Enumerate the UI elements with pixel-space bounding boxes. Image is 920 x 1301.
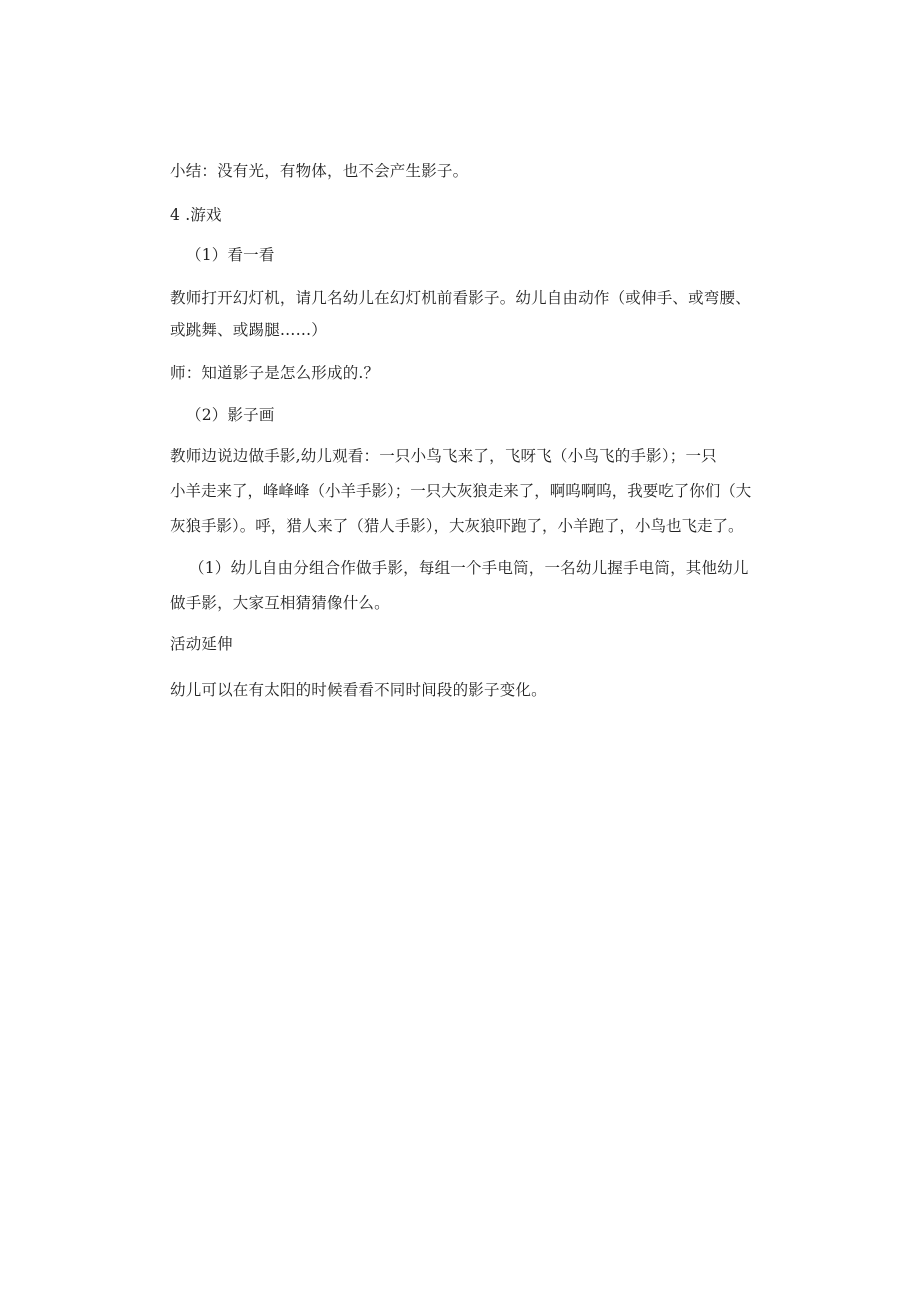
paragraph-projector-line-2: 或跳舞、或踢腿……） bbox=[170, 321, 328, 339]
subheading-shadow-painting: （2）影子画 bbox=[186, 406, 275, 424]
paragraph-projector-line-1: 教师打开幻灯机，请几名幼儿在幻灯机前看影子。幼儿自由动作（或伸手、或弯腰、 bbox=[170, 289, 751, 307]
extension-paragraph: 幼儿可以在有太阳的时候看看不同时间段的影子变化。 bbox=[170, 681, 547, 699]
section-heading-extension: 活动延伸 bbox=[170, 635, 233, 653]
summary-paragraph: 小结：没有光，有物体，也不会产生影子。 bbox=[170, 162, 469, 180]
paragraph-hand-shadow-line-1: 教师边说边做手影,幼儿观看：一只小鸟飞来了，飞呀飞（小鸟飞的手影）；一只 bbox=[170, 447, 717, 465]
section-heading-game: 4 .游戏 bbox=[170, 206, 222, 224]
paragraph-hand-shadow-line-2: 小羊走来了，峰峰峰（小羊手影）；一只大灰狼走来了，啊呜啊呜，我要吃了你们（大 bbox=[170, 482, 752, 500]
paragraph-group-activity-line-2: 做手影，大家互相猜猜像什么。 bbox=[170, 594, 390, 612]
subheading-look: （1）看一看 bbox=[186, 246, 275, 264]
paragraph-group-activity-line-1: （1）幼儿自由分组合作做手影，每组一个手电筒，一名幼儿握手电筒，其他幼儿 bbox=[189, 559, 749, 577]
paragraph-hand-shadow-line-3: 灰狼手影）。呼，猎人来了（猎人手影），大灰狼吓跑了，小羊跑了，小鸟也飞走了。 bbox=[170, 517, 744, 535]
teacher-question: 师：知道影子是怎么形成的.？ bbox=[170, 364, 380, 382]
